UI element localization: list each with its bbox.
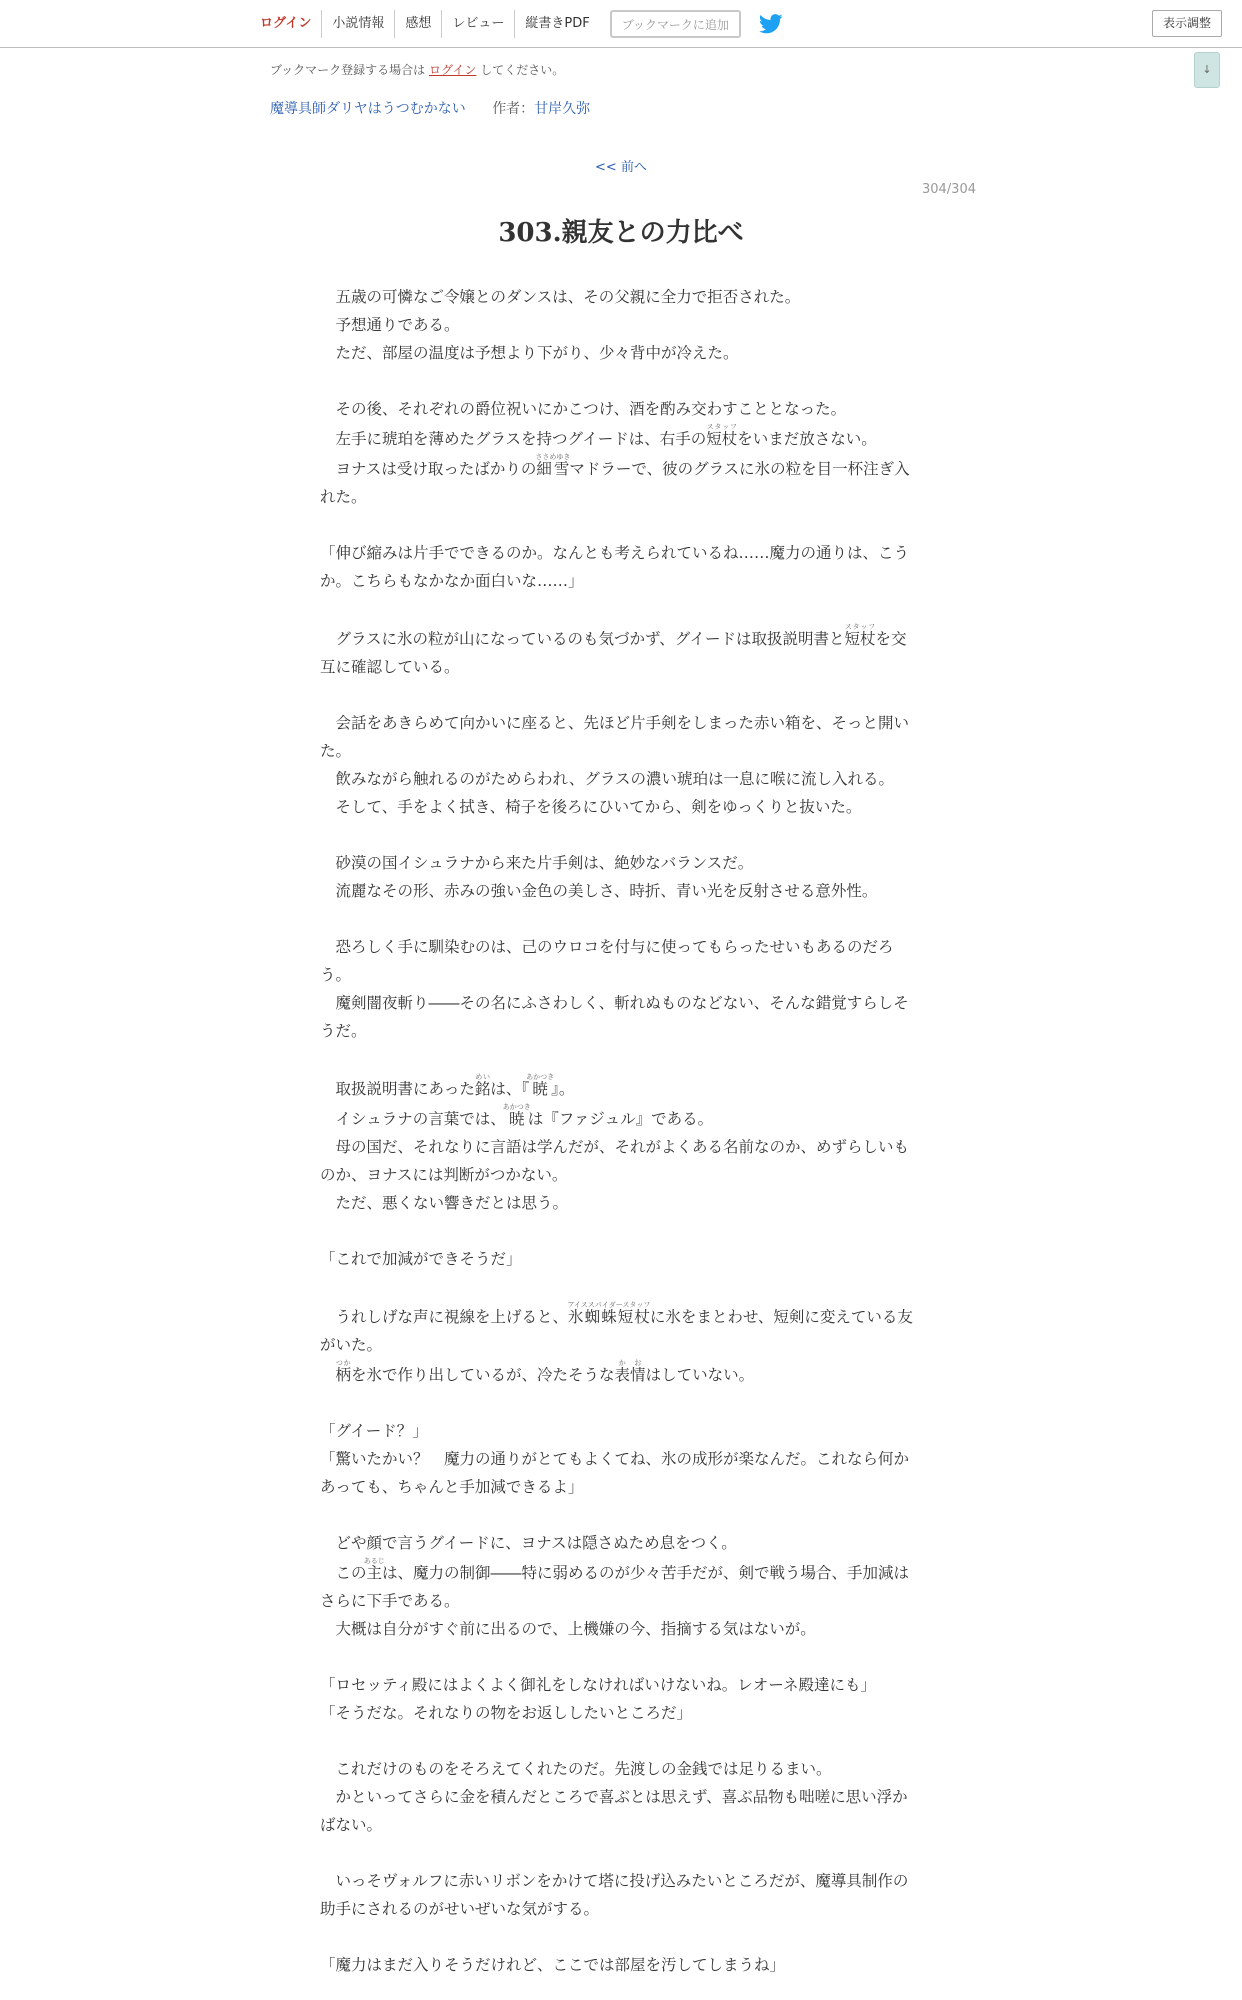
ruby — [614, 1359, 646, 1384]
paragraph: 「ロセッティ殿にはよくよく御礼をしなければいけないね。レオーネ殿達にも」 — [320, 1676, 876, 1694]
paragraph — [320, 1301, 920, 1359]
display-adjust-button[interactable]: 表示調整 — [1152, 10, 1222, 37]
paragraph: これだけのものをそろえてくれたのだ。先渡しの金銭では足りるまい。 — [320, 1760, 832, 1778]
paragraph — [320, 423, 920, 453]
ruby — [526, 1073, 555, 1098]
blank-line — [320, 1923, 920, 1951]
twitter-bird-icon[interactable] — [759, 14, 783, 34]
blank-line — [320, 905, 920, 933]
paragraph: そして、手をよく拭き、椅子を後ろにひいてから、剣をゆっくりと抜いた。 — [320, 798, 862, 816]
ruby-reading: スタッフ — [706, 423, 738, 431]
ruby-reading: スタッフ — [844, 623, 876, 631]
paragraph — [320, 453, 920, 511]
paragraph: その後、それぞれの爵位祝いにかこつけ、酒を酌み交わすこととなった。 — [320, 400, 847, 418]
text: をいまだ放さない。 — [737, 430, 877, 448]
blank-line — [320, 1389, 920, 1417]
text: 取扱説明書にあった — [320, 1080, 475, 1098]
bookmark-notice — [270, 61, 564, 78]
ruby-reading: つか — [335, 1359, 352, 1367]
login-link[interactable]: ログイン — [260, 16, 312, 31]
text: イシュラナの言葉では、 — [320, 1110, 506, 1128]
blank-line — [320, 1501, 920, 1529]
blank-line — [320, 1643, 920, 1671]
text: は、魔力の制御――特に弱めるのが少々苦手だが、剣で戦う場合、手加減はさらに下手である。 — [320, 1564, 910, 1610]
blank-line — [320, 1839, 920, 1867]
series-title-link[interactable]: 魔導具師ダリヤはうつむかない — [270, 101, 466, 117]
pager-prev — [0, 156, 1242, 175]
add-bookmark-button[interactable]: ブックマークに追加 — [610, 10, 741, 38]
ruby-base: 短杖 — [844, 630, 876, 648]
paragraph: 五歳の可憐なご令嬢とのダンスは、その父親に全力で拒否された。 — [320, 288, 801, 306]
paragraph — [320, 1557, 920, 1615]
ruby-base: 細雪 — [535, 460, 571, 478]
prev-chapter-link[interactable]: << 前へ — [595, 160, 647, 175]
blank-line — [320, 1217, 920, 1245]
ruby-base: 氷蜘蛛短杖 — [567, 1308, 651, 1326]
ruby-base: 暁 — [526, 1080, 555, 1098]
novel-body — [320, 283, 920, 1979]
paragraph — [320, 623, 920, 681]
ruby-reading: あかつき — [526, 1073, 555, 1081]
ruby-reading: かお — [614, 1359, 646, 1367]
paragraph: 母の国だ、それなりに言語は学んだが、それがよくある名前なのか、めずらしいものか、ヨナスには判断がつかない。 — [320, 1138, 910, 1184]
blank-line — [320, 1727, 920, 1755]
blank-line — [320, 1045, 920, 1073]
paragraph: 「グイード？」 — [320, 1422, 428, 1440]
text: ヨナスは受け取ったばかりの — [320, 460, 537, 478]
ruby-reading: あるじ — [363, 1557, 385, 1565]
paragraph: ただ、悪くない響きだとは思う。 — [320, 1194, 569, 1212]
text: グラスに氷の粒が山になっているのも気づかず、グイードは取扱説明書と — [320, 630, 845, 648]
text: を交互に確認している。 — [320, 630, 907, 676]
paragraph: いっそヴォルフに赤いリボンをかけて塔に投げ込みたいところだが、魔導具制作の助手にされるのがせいぜいな気がする。 — [320, 1872, 909, 1918]
blank-line — [320, 595, 920, 623]
notice-text-before: ブックマーク登録する場合は — [270, 63, 426, 77]
impressions-link[interactable]: 感想 — [394, 10, 441, 38]
text: 』。 — [551, 1080, 575, 1098]
series-info — [270, 98, 590, 118]
paragraph: ただ、部屋の温度は予想より下がり、少々背中が冷えた。 — [320, 344, 739, 362]
paragraph: 「これで加減ができそうだ」 — [320, 1250, 522, 1268]
blank-line — [320, 681, 920, 709]
blank-line — [320, 511, 920, 539]
blank-line — [320, 821, 920, 849]
ruby-base: 暁 — [502, 1110, 531, 1128]
text: は『ファジュル』である。 — [527, 1110, 714, 1128]
paragraph: かといってさらに金を積んだところで喜ぶとは思えず、喜ぶ品物も咄嗟に思い浮かばない。 — [320, 1788, 908, 1834]
text: うれしげな声に視線を上げると、 — [320, 1308, 569, 1326]
paragraph: 「伸び縮みは片手でできるのか。なんとも考えられているね……魔力の通りは、こうか。こちらもなかなか面白いな……」 — [320, 544, 910, 590]
text: この — [320, 1564, 367, 1582]
ruby — [474, 1073, 491, 1098]
text: はしていない。 — [645, 1366, 755, 1384]
paragraph: 砂漠の国イシュラナから来た片手剣は、絶妙なバランスだ。 — [320, 854, 754, 872]
blank-line — [320, 1273, 920, 1301]
author-label: 作者： — [492, 101, 535, 117]
ruby-base: 銘 — [474, 1080, 491, 1098]
paragraph: 流麗なその形、赤みの強い金色の美しさ、時折、青い光を反射させる意外性。 — [320, 882, 878, 900]
paragraph: 魔剣闇夜斬り――その名にふさわしく、斬れぬものなどない、そんな錯覚すらしそうだ。 — [320, 994, 909, 1040]
novel-info-link[interactable]: 小説情報 — [321, 10, 394, 38]
main-nav — [250, 10, 783, 38]
ruby-base: 主 — [363, 1564, 385, 1582]
paragraph — [320, 1073, 920, 1103]
paragraph — [320, 1103, 920, 1133]
paragraph: 「そうだな。それなりの物をお返ししたいところだ」 — [320, 1704, 693, 1722]
author-link[interactable]: 甘岸久弥 — [534, 101, 591, 117]
chapter-counter: 304/304 — [921, 182, 976, 197]
ruby — [706, 423, 738, 448]
ruby — [844, 623, 876, 648]
ruby-reading: アイススパイダースタッフ — [567, 1301, 651, 1309]
text: は、『 — [490, 1080, 530, 1098]
paragraph: 「驚いたかい？ 魔力の通りがとてもよくてね、氷の成形が楽なんだ。これなら何かあっても、ちゃんと手加減できるよ」 — [320, 1450, 910, 1496]
ruby — [535, 453, 571, 478]
blank-line — [320, 367, 920, 395]
ruby-base: 表情 — [614, 1366, 646, 1384]
ruby — [335, 1359, 352, 1384]
text: を氷で作り出しているが、冷たそうな — [351, 1366, 615, 1384]
paragraph — [320, 1359, 920, 1389]
text: マドラーで、彼のグラスに氷の粒を目一杯注ぎ入れた。 — [320, 460, 910, 506]
ruby-reading: あかつき — [502, 1103, 531, 1111]
ruby-reading: ささめゆき — [535, 453, 571, 461]
ruby-base: 柄 — [335, 1366, 352, 1384]
ruby — [502, 1103, 531, 1128]
ruby-reading: めい — [474, 1073, 491, 1081]
scroll-down-button[interactable]: ↓ — [1194, 52, 1220, 88]
vertical-pdf-link[interactable]: 縦書きPDF — [514, 10, 599, 38]
top-navigation-bar — [0, 0, 1242, 48]
notice-login-link[interactable]: ログイン — [429, 63, 477, 77]
ruby-base: 短杖 — [706, 430, 738, 448]
paragraph: 恐ろしく手に馴染むのは、己のウロコを付与に使ってもらったせいもあるのだろう。 — [320, 938, 894, 984]
chapter-title: 303.親友との力比べ — [498, 218, 744, 248]
paragraph: どや顔で言うグイードに、ヨナスは隠さぬため息をつく。 — [320, 1534, 737, 1552]
paragraph: 予想通りである。 — [320, 316, 460, 334]
ruby — [363, 1557, 385, 1582]
notice-text-after: してください。 — [480, 63, 565, 77]
paragraph: 飲みながら触れるのがためらわれ、グラスの濃い琥珀は一息に喉に流し入れる。 — [320, 770, 894, 788]
text: 左手に琥珀を薄めたグラスを持つグイードは、右手の — [320, 430, 707, 448]
paragraph: 「魔力はまだ入りそうだけれど、ここでは部屋を汚してしまうね」 — [320, 1956, 786, 1974]
paragraph: 会話をあきらめて向かいに座ると、先ほど片手剣をしまった赤い箱を、そっと開いた。 — [320, 714, 910, 760]
review-link[interactable]: レビュー — [441, 10, 514, 38]
paragraph: 大概は自分がすぐ前に出るので、上機嫌の今、指摘する気はないが。 — [320, 1620, 816, 1638]
text: に氷をまとわせ、短剣に変えている友がいた。 — [320, 1308, 913, 1354]
ruby — [567, 1301, 651, 1326]
